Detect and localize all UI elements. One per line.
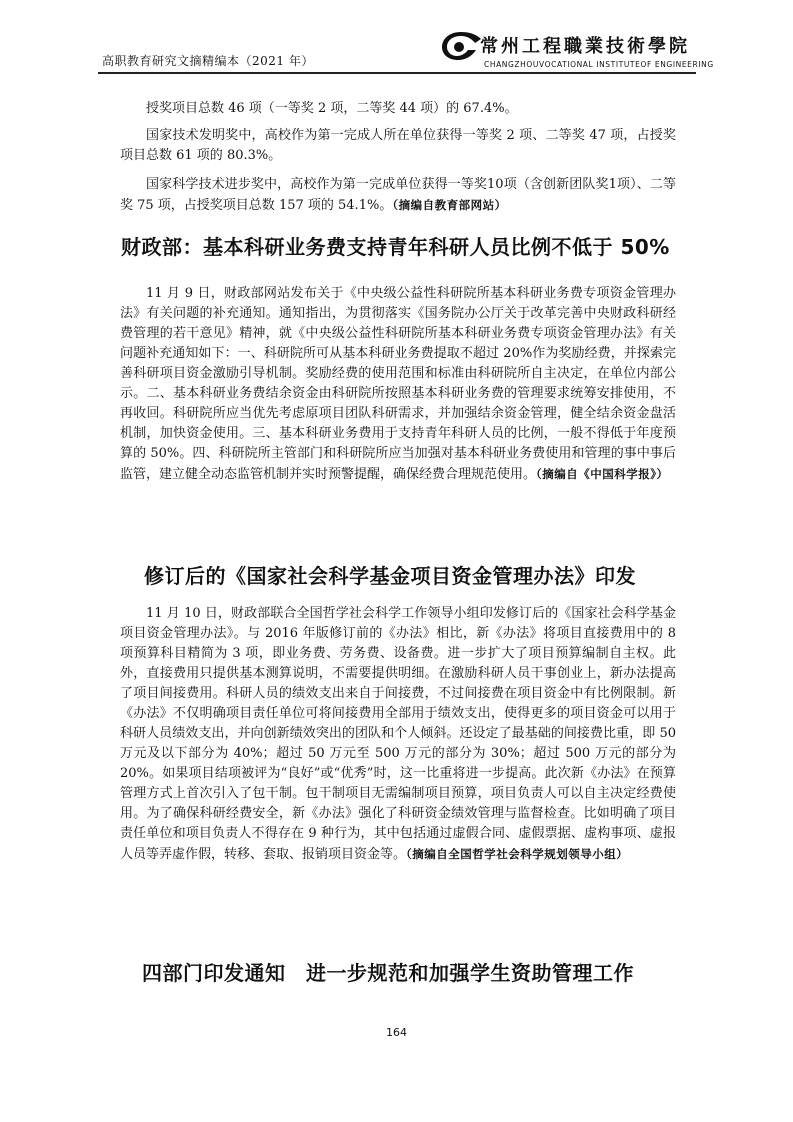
- logo-mark-icon: [440, 30, 482, 62]
- logo-chinese-name: 常州工程職業技術學院: [480, 36, 690, 57]
- intro-paragraph-1: 授奖项目总数 46 项（一等奖 2 项，二等奖 44 项）的 67.4%。: [146, 101, 518, 116]
- article-2-text: 11 月 10 日，财政部联合全国哲学社会科学工作领导小组印发修订后的《国家社会科学基金项目资金管理办法》。与 2016 年版修订前的《办法》相比，新《办法》将项目直接费用中的 8 项预算科目精简为 3 项，即业务费、劳务费、设备费。进一步扩大了项目预算编制自主权。此外，直接费用只提供基本测算说明，不需要提供明细。在激励科研人员干事创业上，新办法提高了项目间接费用。科研人员的绩效支出来自于间接费，不过间接费在项目资金中有比例限制。新《办法》不仅明确项目责任单位可将间接费用全部用于绩效支出，使得更多的项目资金可以用于科研人员绩效支出，并向创新绩效突出的团队和个人倾斜。还设定了最基础的间接费比重，即 50 万元及以下部分为 40%；超过 50 万元至 500 万元的部分为 30%；超过 500 万元的部分为 20%。如果项目结项被评为“良好”或“优秀”时，这一比重将进一步提高。此次新《办法》在预算管理方式上首次引入了包干制。包干制项目无需编制项目预算，项目负责人可以自主决定经费使用。为了确保科研经费安全，新《办法》强化了科研资金绩效管理与监督检查。比如明确了项目责任单位和项目负责人不得存在 9 种行为，其中包括通过虚假合同、虚假票据、虚构事项、虚报人员等弄虚作假，转移、套取、报销项目资金等。: [120, 606, 676, 862]
- article-1-body: [120, 284, 676, 485]
- article-3-title: 四部门印发通知 进一步规范和加强学生资助管理工作: [142, 961, 634, 985]
- intro-paragraph-2: 国家技术发明奖中，高校作为第一完成人所在单位获得一等奖 2 项、二等奖 47 项，占授奖项目总数 61 项的 80.3%。: [120, 128, 676, 163]
- intro-paragraph-3: [120, 175, 676, 216]
- page-number: 164: [386, 1026, 407, 1039]
- article-2-source: （摘编自全国哲学社会科学规划领导小组）: [406, 847, 629, 861]
- logo-english-name: CHANGZHOUVOCATIONAL INSTITUTEOF ENGINEERING: [484, 60, 714, 69]
- article-2-body: [120, 604, 676, 865]
- header-divider: [98, 72, 696, 74]
- school-logo: [440, 30, 714, 76]
- article-1-text: 11 月 9 日，财政部网站发布关于《中央级公益性科研院所基本科研业务费专项资金管理办法》有关问题的补充通知。通知指出，为贯彻落实《国务院办公厅关于改革完善中央财政科研经费管理的若干意见》精神，就《中央级公益性科研院所基本科研业务费专项资金管理办法》有关问题补充通知如下：一、科研院所可从基本科研业务费提取不超过 20%作为奖励经费，并探索完善科研项目资金激励引导机制。奖励经费的使用范围和标准由科研院所自主决定，在单位内部公示。二、基本科研业务费结余资金由科研院所按照基本科研业务费的管理要求统筹安排使用，不再收回。科研院所应当优先考虑原项目团队科研需求，并加强结余资金管理，健全结余资金盘活机制，加快资金使用。三、基本科研业务费用于支持青年科研人员的比例，一般不得低于年度预算的 50%。四、科研院所主管部门和科研院所应当加强对基本科研业务费使用和管理的事中事后监管，建立健全动态监管机制并实时预警提醒，确保经费合理规范使用。: [120, 286, 676, 482]
- article-2-title: 修订后的《国家社会科学基金项目资金管理办法》印发: [144, 564, 636, 588]
- intro-source: （摘编自教育部网站）: [392, 198, 507, 212]
- journal-title: 高职教育研究文摘精编本（2021 年）: [102, 54, 314, 68]
- intro-paragraph-3-text: 国家科学技术进步奖中，高校作为第一完成单位获得一等奖10项（含创新团队奖1项）、二等奖 75 项，占授奖项目总数 157 项的 54.1%。: [120, 177, 676, 213]
- article-1-title: 财政部：基本科研业务费支持青年科研人员比例不低于 50%: [121, 235, 670, 259]
- article-1-source: （摘编自《中国科学报》）: [536, 467, 669, 481]
